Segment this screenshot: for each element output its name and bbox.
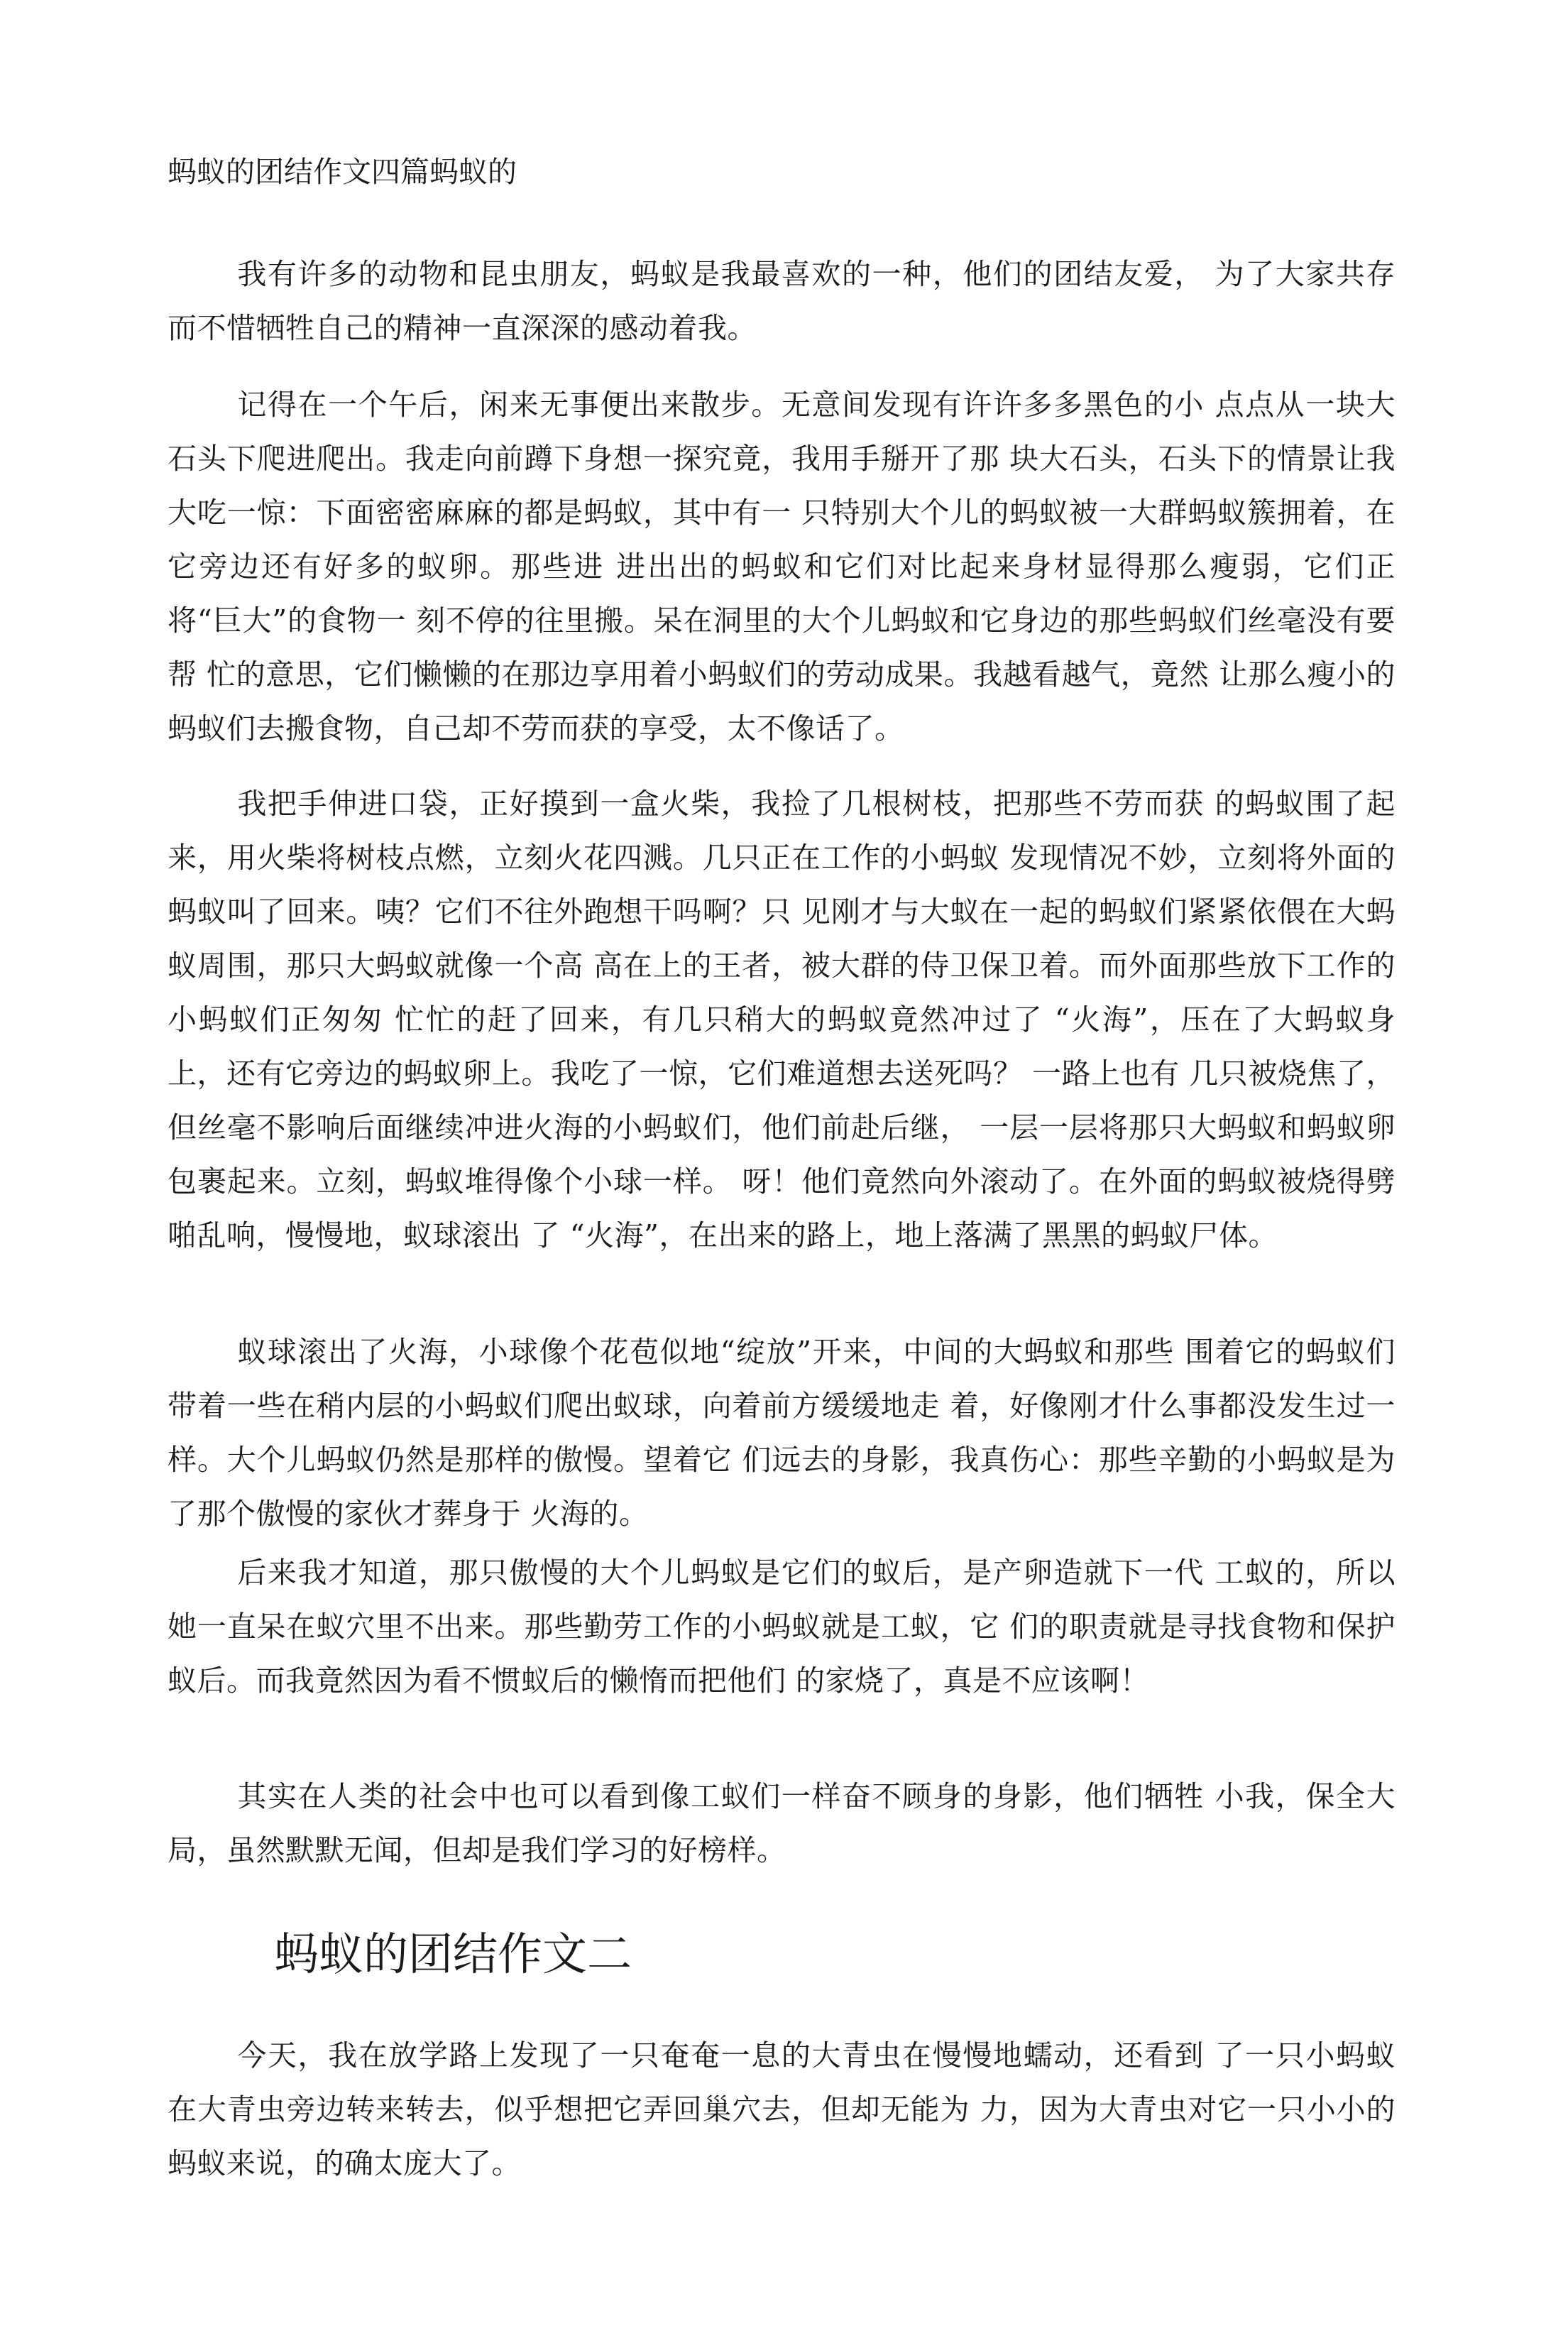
paragraph-discovery: 记得在一个午后，闲来无事便出来散步。无意间发现有许许多多黑色的小 点点从一块大石头下爬进爬出。我走向前蹲下身想一探究竟，我用手掰开了那 块大石头，石头下的情景让我大吃一惊：下面密密麻麻的都是蚂蚁，其中有一 只特别大个儿的蚂蚁被一大群蚂蚁簇拥着，在它旁边还有好多的蚁卵。那些进 进出出的蚂蚁和它们对比起来身材显得那么瘦弱，它们正将“巨大”的食物一 刻不停的往里搬。呆在洞里的大个儿蚂蚁和它身边的那些蚂蚁们丝毫没有要帮 忙的意思，它们懒懒的在那边享用着小蚂蚁们的劳动成果。我越看越气，竟然 让那么瘦小的蚂蚁们去搬食物，自己却不劳而获的享受，太不像话了。 bbox=[168, 388, 1396, 746]
paragraph-section-two: 今天，我在放学路上发现了一只奄奄一息的大青虫在慢慢地蠕动，还看到 了一只小蚂蚁在大青虫旁边转来转去，似乎想把它弄回巢穴去，但却无能为 力，因为大青虫对它一只小小的蚂蚁来说，的确太庞大了。 bbox=[168, 2038, 1396, 2180]
paragraph-ant-ball: 蚁球滚出了火海，小球像个花苞似地“绽放”开来，中间的大蚂蚁和那些 围着它的蚂蚁们带着一些在稍内层的小蚂蚁们爬出蚁球，向着前方缓缓地走 着，好像刚才什么事都没发生过一样。大个儿蚂蚁仍然是那样的傲慢。望着它 们远去的身影，我真伤心：那些辛勤的小蚂蚁是为了那个傲慢的家伙才葬身于 火海的。 bbox=[168, 1335, 1396, 1531]
paragraph-conclusion: 其实在人类的社会中也可以看到像工蚁们一样奋不顾身的身影，他们牺牲 小我，保全大局，虽然默默无闻，但却是我们学习的好榜样。 bbox=[168, 1779, 1396, 1867]
section-heading: 蚂蚁的团结作文二 bbox=[274, 1928, 632, 1980]
paragraph-fire: 我把手伸进口袋，正好摸到一盒火柴，我捡了几根树枝，把那些不劳而获 的蚂蚁围了起来，用火柴将树枝点燃，立刻火花四溅。几只正在工作的小蚂蚁 发现情况不妙，立刻将外面的蚂蚁叫了回来。咦？它们不往外跑想干吗啊？只 见刚才与大蚁在一起的蚂蚁们紧紧依偎在大蚂蚁周围，那只大蚂蚁就像一个高 高在上的王者，被大群的侍卫保卫着。而外面那些放下工作的小蚂蚁们正匆匆 忙忙的赶了回来，有几只稍大的蚂蚁竟然冲过了 “火海”，压在了大蚂蚁身 上，还有它旁边的蚂蚁卵上。我吃了一惊，它们难道想去送死吗？ 一路上也有 几只被烧焦了，但丝毫不影响后面继续冲进火海的小蚂蚁们，他们前赴后继， 一层一层将那只大蚂蚁和蚂蚁卵包裹起来。立刻，蚂蚁堆得像个小球一样。 呀！他们竟然向外滚动了。在外面的蚂蚁被烧得劈啪乱响，慢慢地，蚁球滚出 了 “火海”，在出来的路上，地上落满了黑黑的蚂蚁尸体。 bbox=[168, 787, 1396, 1252]
paragraph-intro: 我有许多的动物和昆虫朋友，蚂蚁是我最喜欢的一种，他们的团结友爱， 为了大家共存而不惜牺牲自己的精神一直深深的感动着我。 bbox=[168, 257, 1396, 345]
paragraph-queen: 后来我才知道，那只傲慢的大个儿蚂蚁是它们的蚁后，是产卵造就下一代 工蚁的，所以她一直呆在蚁穴里不出来。那些勤劳工作的小蚂蚁就是工蚁，它 们的职责就是寻找食物和保护蚁后。而我竟然因为看不惯蚁后的懒惰而把他们 的家烧了，真是不应该啊！ bbox=[168, 1556, 1396, 1698]
document-title: 蚂蚁的团结作文四篇蚂蚁的 bbox=[168, 155, 517, 189]
